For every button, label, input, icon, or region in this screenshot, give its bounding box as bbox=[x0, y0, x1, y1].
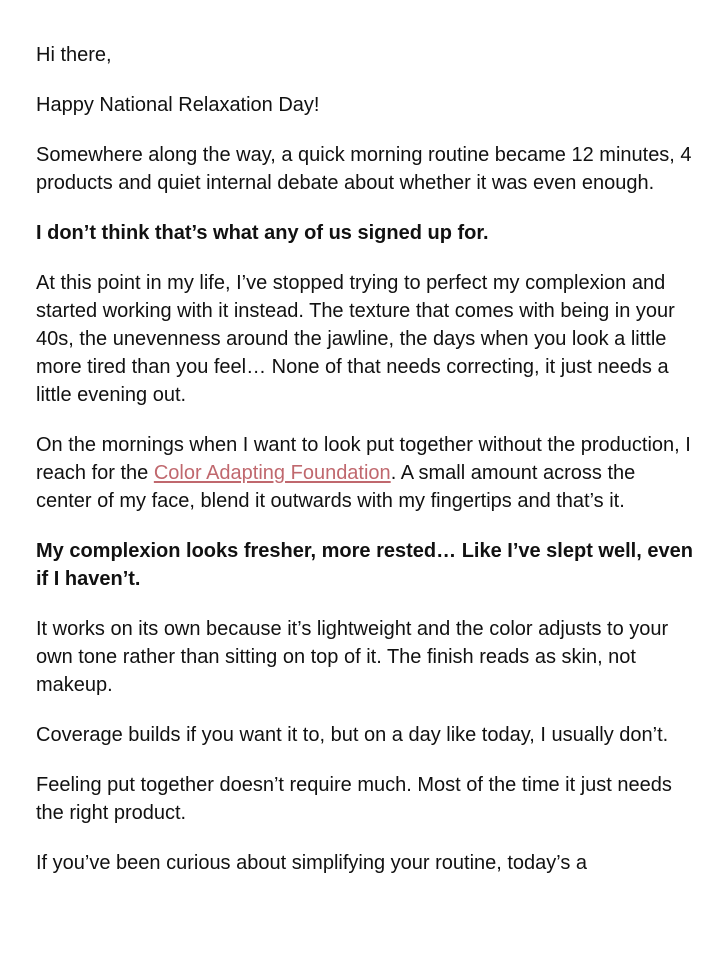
paragraph-works: It works on its own because it’s lightweight and the color adjusts to your own tone rather than sitting on top of it. The finish reads as skin, not makeup. bbox=[36, 618, 669, 696]
paragraph-curious: If you’ve been curious about simplifying your routine, today’s a bbox=[36, 852, 588, 874]
headline: Happy National Relaxation Day! bbox=[36, 94, 320, 116]
paragraph-mornings-text-before: On the mornings when I want to look put together without the production, I reach for the bbox=[36, 434, 691, 484]
color-adapting-foundation-link[interactable]: Color Adapting Foundation bbox=[153, 462, 391, 484]
paragraph-mornings-text-after: . A small amount across the center of my face, blend it outwards with my fingertips and that’s it. bbox=[36, 462, 636, 512]
paragraph-feeling: Feeling put together doesn’t require much. Most of the time it just needs the right product. bbox=[36, 774, 672, 824]
paragraph-routine: Somewhere along the way, a quick morning routine became 12 minutes, 4 products and quiet internal debate about whether it was even enough. bbox=[36, 144, 692, 194]
paragraph-coverage: Coverage builds if you want it to, but on a day like today, I usually don’t. bbox=[36, 724, 669, 746]
paragraph-complexion: At this point in my life, I’ve stopped trying to perfect my complexion and started working with it instead. The texture that comes with being in your 40s, the unevenness around the jawline, the days when you look a little more tired than you feel… None of that needs correcting, it just needs a little evening out. bbox=[36, 272, 675, 406]
bold-statement-fresher: My complexion looks fresher, more rested… Like I’ve slept well, even if I haven’t. bbox=[36, 540, 693, 590]
email-body bbox=[36, 41, 696, 899]
paragraph-mornings bbox=[36, 431, 696, 515]
greeting: Hi there, bbox=[36, 44, 112, 66]
bold-statement-signed-up: I don’t think that’s what any of us signed up for. bbox=[36, 222, 489, 244]
